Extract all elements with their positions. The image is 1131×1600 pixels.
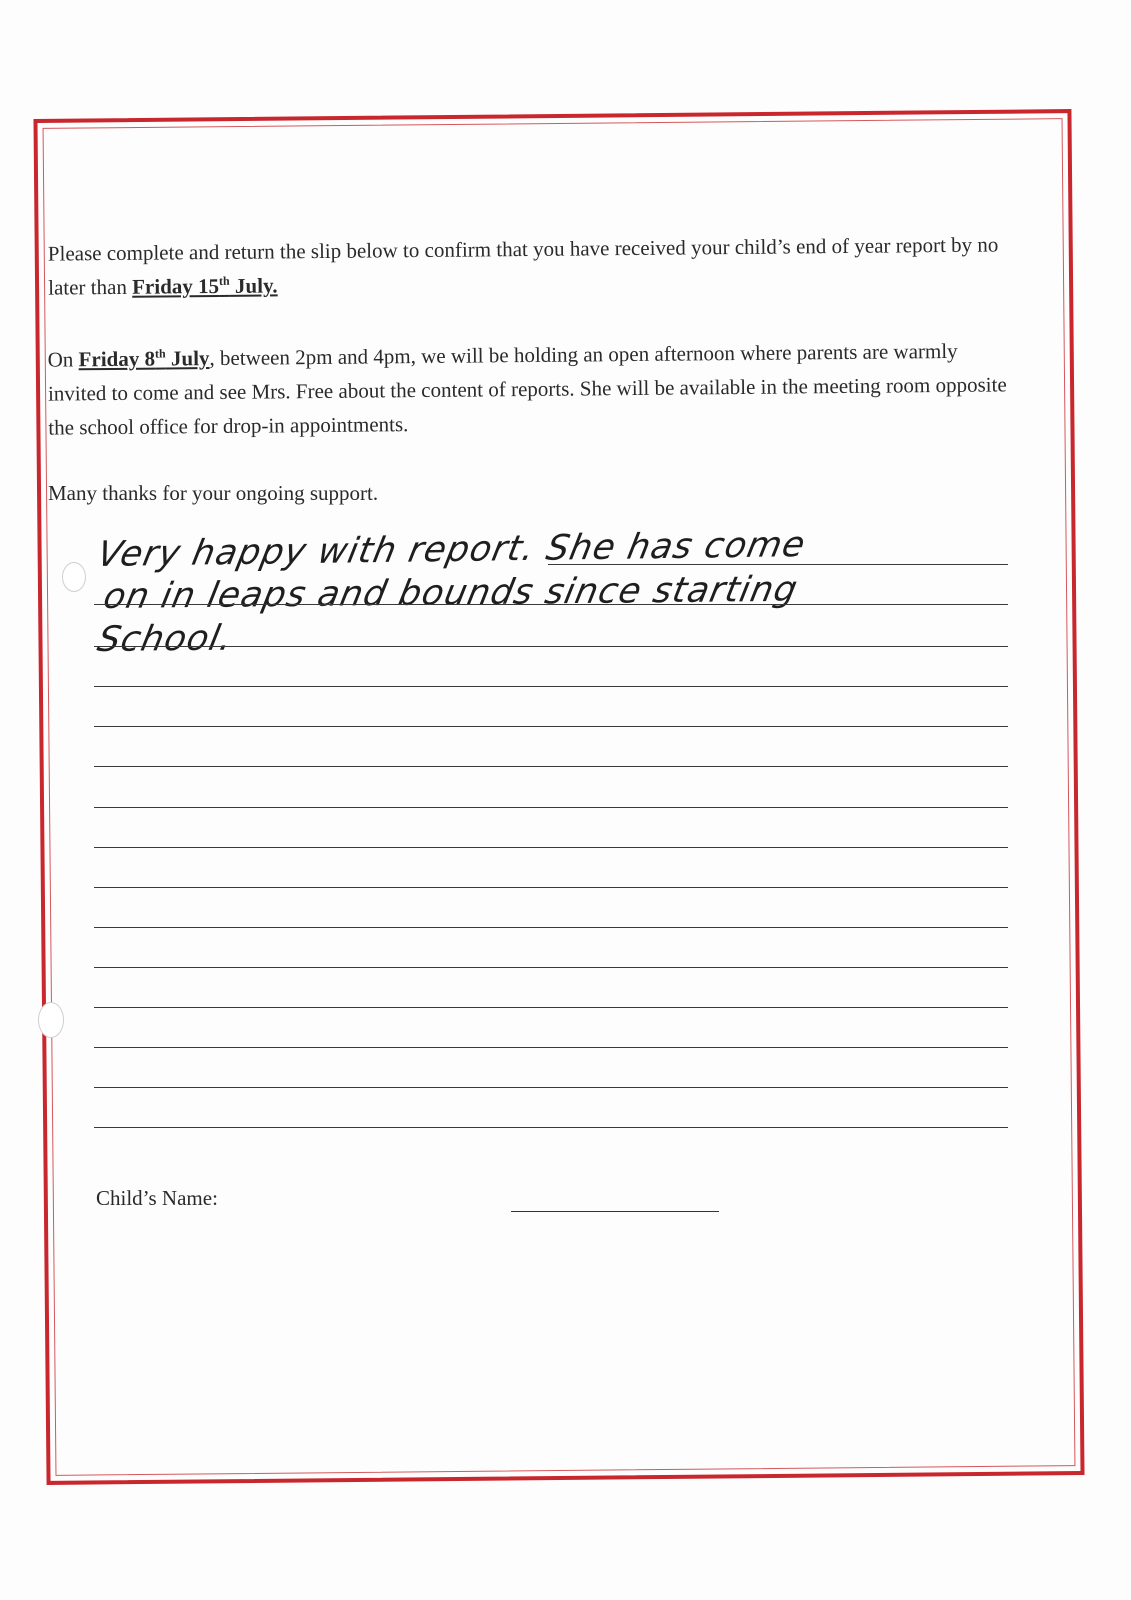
childs-name-field[interactable] bbox=[511, 1211, 719, 1212]
comment-line bbox=[94, 1087, 1008, 1088]
handwritten-line-1: Very happy with report. She has come bbox=[94, 525, 810, 575]
instruction-paragraph bbox=[48, 227, 1009, 304]
handwritten-line-2: on in leaps and bounds since starting bbox=[100, 569, 802, 617]
open-afternoon-date: Friday 8th July bbox=[78, 346, 210, 372]
instruction-text: Please complete and return the slip below to confirm that you have received your child’s end of year report by no later than bbox=[47, 232, 999, 300]
comment-line bbox=[94, 646, 1008, 647]
open-afternoon-paragraph: On Friday 8th July, between 2pm and 4pm, we will be holding an open afternoon where parents are warmly invited to come and see Mrs. Free about the content of reports. She will be available in the meeting room opposite the school office for drop-in appointments. bbox=[47, 338, 1007, 440]
comment-line bbox=[94, 847, 1008, 848]
comment-line bbox=[94, 686, 1008, 687]
return-deadline: Friday 15th July. bbox=[132, 273, 278, 299]
thanks-paragraph: Many thanks for your ongoing support. bbox=[48, 481, 379, 505]
comment-line bbox=[94, 726, 1008, 727]
comment-line bbox=[548, 564, 1008, 565]
comment-line bbox=[94, 1007, 1008, 1008]
comment-line bbox=[94, 887, 1008, 888]
comment-line bbox=[94, 604, 1008, 605]
childs-name-label: Child’s Name: bbox=[96, 1186, 218, 1210]
comment-line bbox=[94, 1047, 1008, 1048]
red-page-border bbox=[33, 109, 1084, 1485]
comment-line bbox=[94, 967, 1008, 968]
inner-page-border bbox=[43, 118, 1076, 1476]
handwritten-line-3: School. bbox=[94, 618, 237, 660]
comment-line bbox=[94, 927, 1008, 928]
punch-hole-mark bbox=[38, 1002, 64, 1038]
punch-hole-mark bbox=[62, 562, 86, 592]
comment-line bbox=[94, 1127, 1008, 1128]
comment-line bbox=[94, 766, 1008, 767]
comment-line bbox=[94, 807, 1008, 808]
